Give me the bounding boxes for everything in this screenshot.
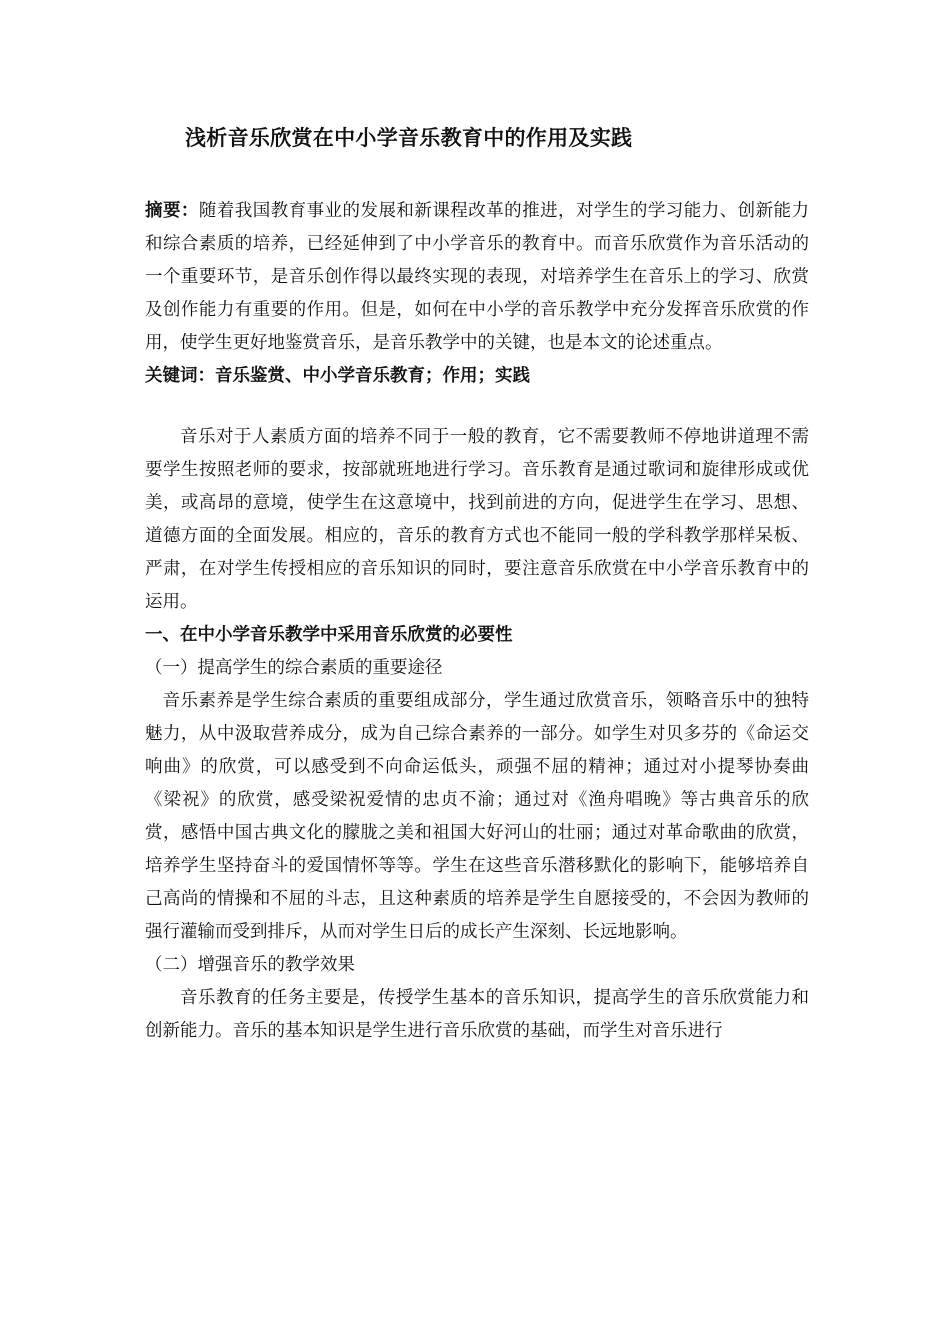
- subsection-paragraph-2: 音乐教育的任务主要是，传授学生基本的音乐知识，提高学生的音乐欣赏能力和创新能力。音乐的基本知识是学生进行音乐欣赏的基础，而学生对音乐进行: [145, 988, 809, 1041]
- document-body: [145, 118, 809, 1048]
- intro-paragraph: 音乐对于人素质方面的培养不同于一般的教育，它不需要教师不停地讲道理不需要学生按照老师的要求，按部就班地进行学习。音乐教育是通过歌词和旋律形成或优美，或高昂的意境，使学生在这意境中，找到前进的方向，促进学生在学习、思想、道德方面的全面发展。相应的，音乐的教育方式也不能同一般的学科教学那样呆板、严肃，在对学生传授相应的音乐知识的同时，要注意音乐欣赏在中小学音乐教育中的运用。: [145, 427, 809, 612]
- subsection-heading-2: （二）增强音乐的教学效果: [145, 955, 355, 975]
- keywords: 关键词：音乐鉴赏、中小学音乐教育；作用；实践: [145, 366, 530, 386]
- section-heading-1: 一、在中小学音乐教学中采用音乐欣赏的必要性: [145, 625, 513, 645]
- document-title: 浅析音乐欣赏在中小学音乐教育中的作用及实践: [185, 125, 633, 150]
- abstract-label: 摘要：: [145, 201, 199, 221]
- subsection-heading-1: （一）提高学生的综合素质的重要途径: [145, 658, 443, 678]
- subsection-paragraph-1: 音乐素养是学生综合素质的重要组成部分，学生通过欣赏音乐，领略音乐中的独特魅力，从中汲取营养成分，成为自己综合素养的一部分。如学生对贝多芬的《命运交响曲》的欣赏，可以感受到不向命运低头，顽强不屈的精神；通过对小提琴协奏曲《梁祝》的欣赏，感受梁祝爱情的忠贞不渝；通过对《渔舟唱晚》等古典音乐的欣赏，感悟中国古典文化的朦胧之美和祖国大好河山的壮丽；通过对革命歌曲的欣赏，培养学生坚持奋斗的爱国情怀等等。学生在这些音乐潜移默化的影响下，能够培养自己高尚的情操和不屈的斗志，且这种素质的培养是学生自愿接受的，不会因为教师的强行灌输而受到排斥，从而对学生日后的成长产生深刻、长远地影响。: [145, 691, 809, 942]
- abstract: [145, 195, 809, 360]
- abstract-text: 随着我国教育事业的发展和新课程改革的推进，对学生的学习能力、创新能力和综合素质的培养，已经延伸到了中小学音乐的教育中。而音乐欣赏作为音乐活动的一个重要环节，是音乐创作得以最终实现的表现，对培养学生在音乐上的学习、欣赏及创作能力有重要的作用。但是，如何在中小学的音乐教学中充分发挥音乐欣赏的作用，使学生更好地鉴赏音乐，是音乐教学中的关键，也是本文的论述重点。: [145, 201, 809, 353]
